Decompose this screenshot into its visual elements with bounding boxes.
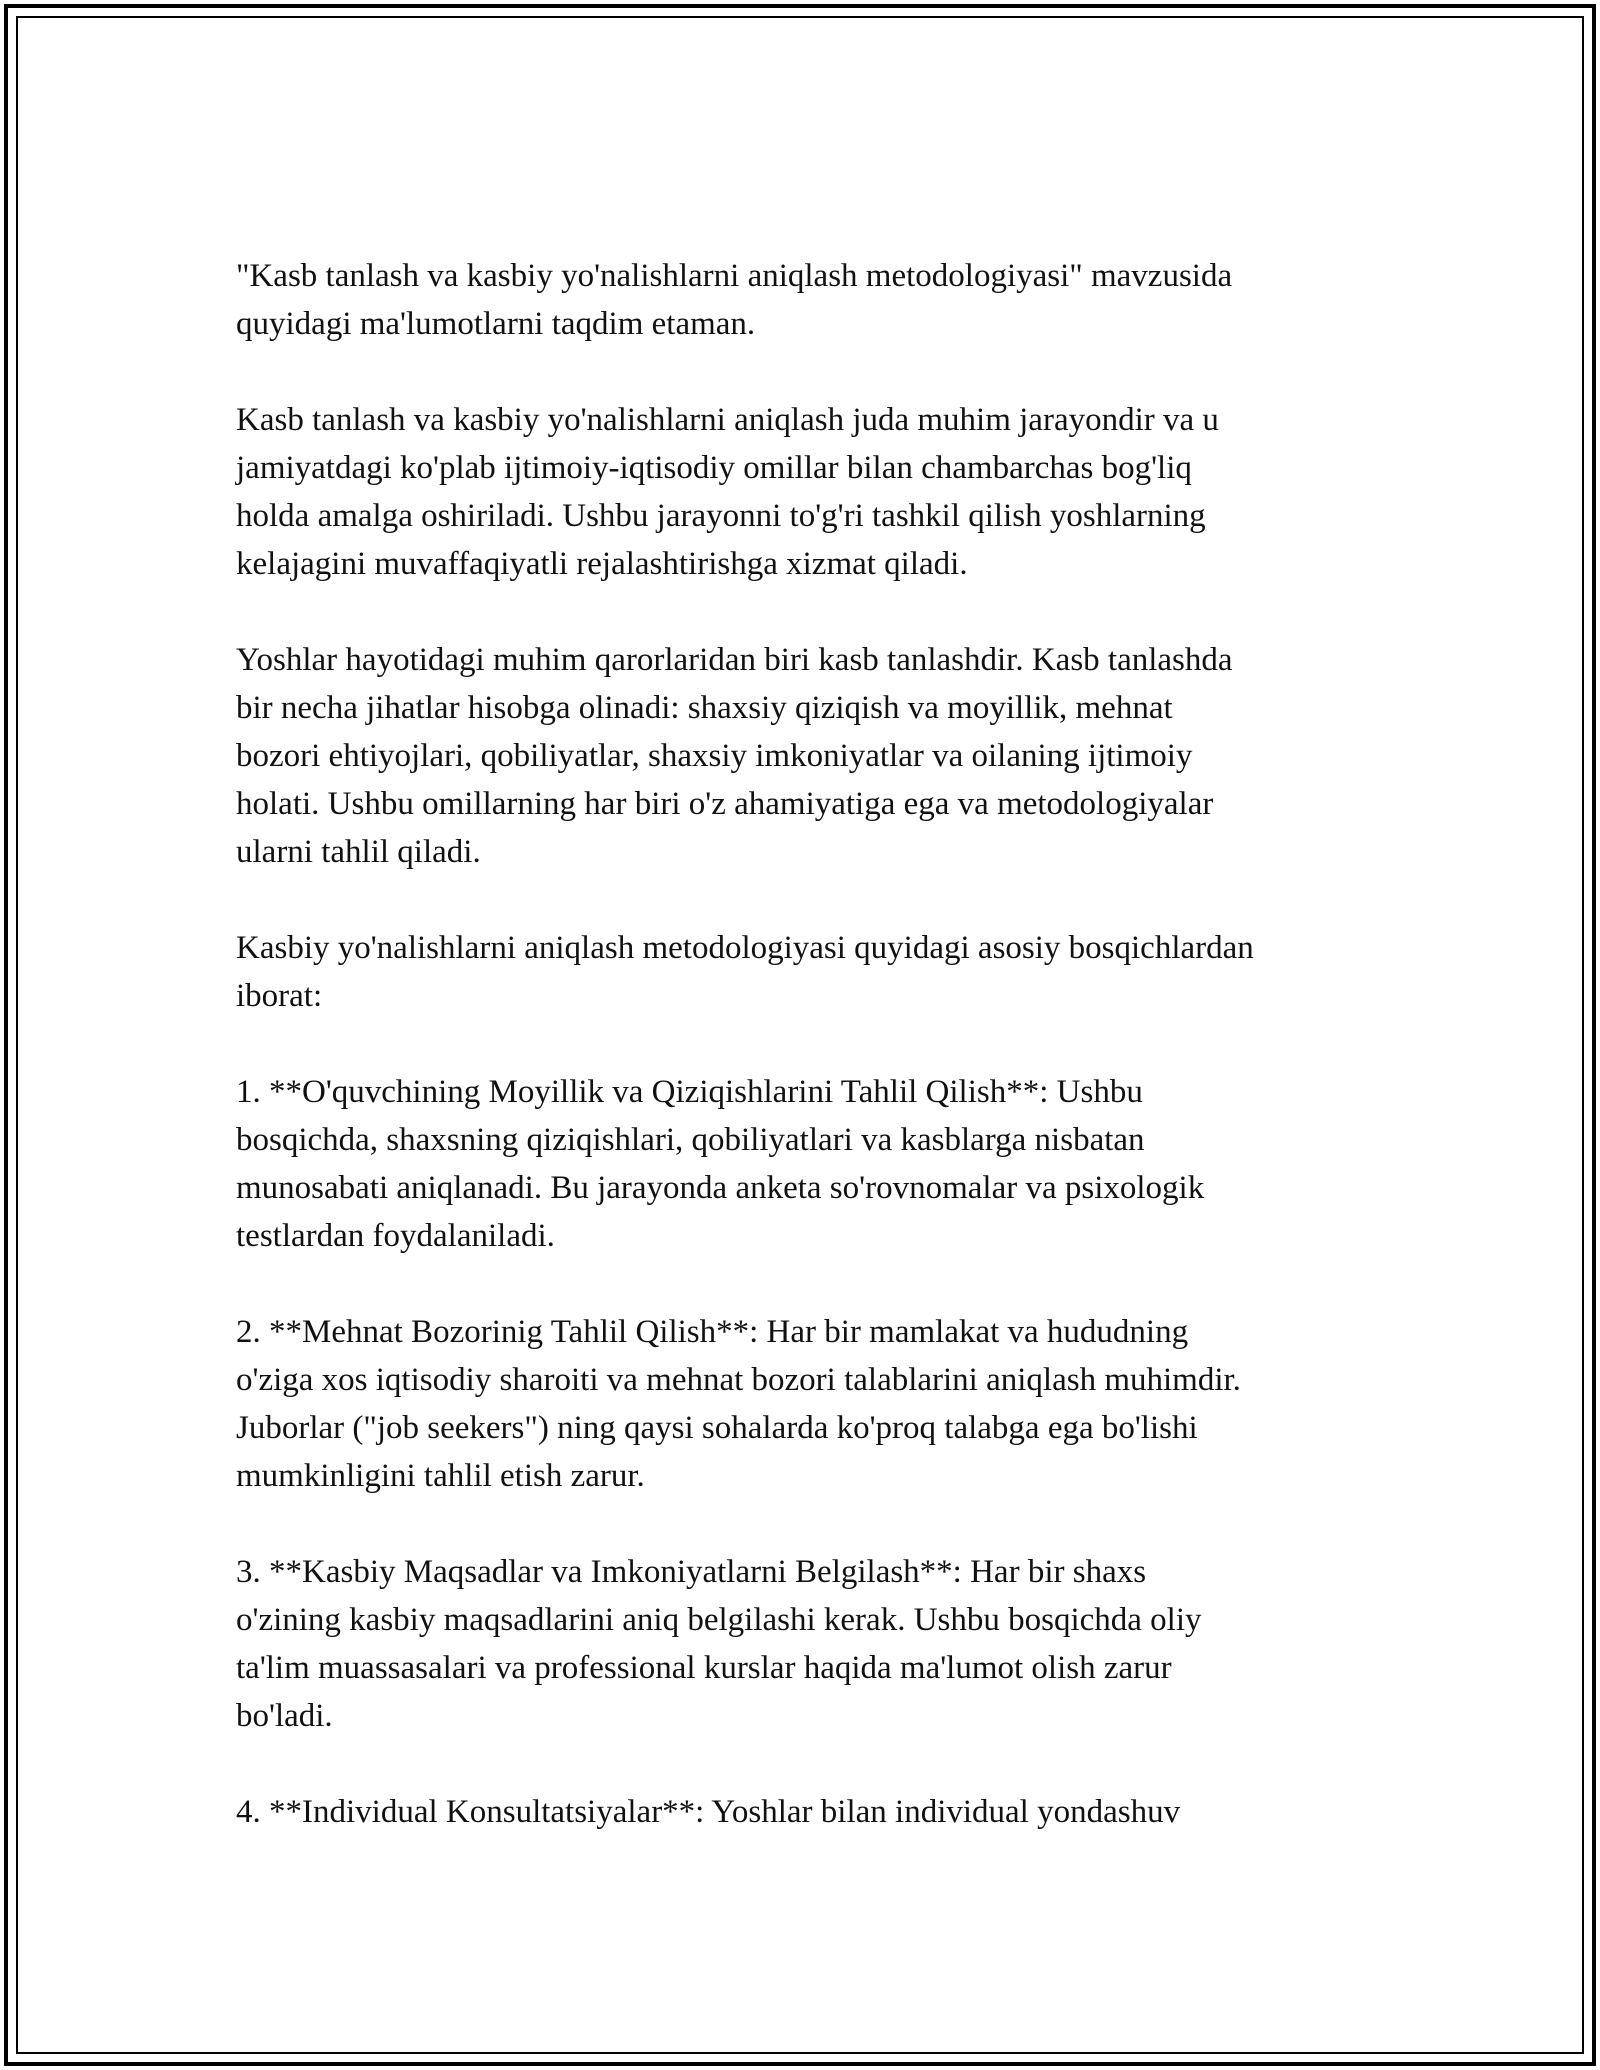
paragraph-factors: Yoshlar hayotidagi muhim qarorlaridan biri kasb tanlashdir. Kasb tanlashda bir necha jihatlar hisobga olinadi: shaxsiy qiziqish va moyillik, mehnat bozori ehtiyojlari, qobiliyatlar, shaxsiy imkoniyatlar va oilaning ijtimoiy holati. Ushbu omillarning har biri o'z ahamiyatiga ega va metodologiyalar ularni tahlil qiladi.	[236, 642, 1233, 870]
list-item-stage-4: 4. **Individual Konsultatsiyalar**: Yoshlar bilan individual yondashuv	[236, 1794, 1181, 1830]
list-item-stage-2: 2. **Mehnat Bozorinig Tahlil Qilish**: Har bir mamlakat va hududning o'ziga xos iqtisodiy sharoiti va mehnat bozori talablarini aniqlash muhimdir. Juborlar ("job seekers") ning qaysi sohalarda ko'proq talabga ega bo'lishi mumkinligini tahlil etish zarur.	[236, 1314, 1241, 1494]
paragraph-intro: "Kasb tanlash va kasbiy yo'nalishlarni aniqlash metodologiyasi" mavzusida quyidagi ma'lumotlarni taqdim etaman.	[236, 258, 1233, 342]
document-body	[236, 252, 1376, 1836]
list-item-stage-1: 1. **O'quvchining Moyillik va Qiziqishlarini Tahlil Qilish**: Ushbu bosqichda, shaxsning qiziqishlari, qobiliyatlari va kasblarga nisbatan munosabati aniqlanadi. Bu jarayonda anketa so'rovnomalar va psixologik testlardan foydalaniladi.	[236, 1074, 1205, 1254]
paragraph-stages-intro: Kasbiy yo'nalishlarni aniqlash metodologiyasi quyidagi asosiy bosqichlardan iborat:	[236, 930, 1254, 1014]
paragraph-overview: Kasb tanlash va kasbiy yo'nalishlarni aniqlash juda muhim jarayondir va u jamiyatdagi ko'plab ijtimoiy-iqtisodiy omillar bilan chambarchas bog'liq holda amalga oshiriladi. Ushbu jarayonni to'g'ri tashkil qilish yoshlarning kelajagini muvaffaqiyatli rejalashtirishga xizmat qiladi.	[236, 402, 1219, 582]
list-item-stage-3: 3. **Kasbiy Maqsadlar va Imkoniyatlarni Belgilash**: Har bir shaxs o'zining kasbiy maqsadlarini aniq belgilashi kerak. Ushbu bosqichda oliy ta'lim muassasalari va professional kurslar haqida ma'lumot olish zarur bo'ladi.	[236, 1554, 1202, 1734]
